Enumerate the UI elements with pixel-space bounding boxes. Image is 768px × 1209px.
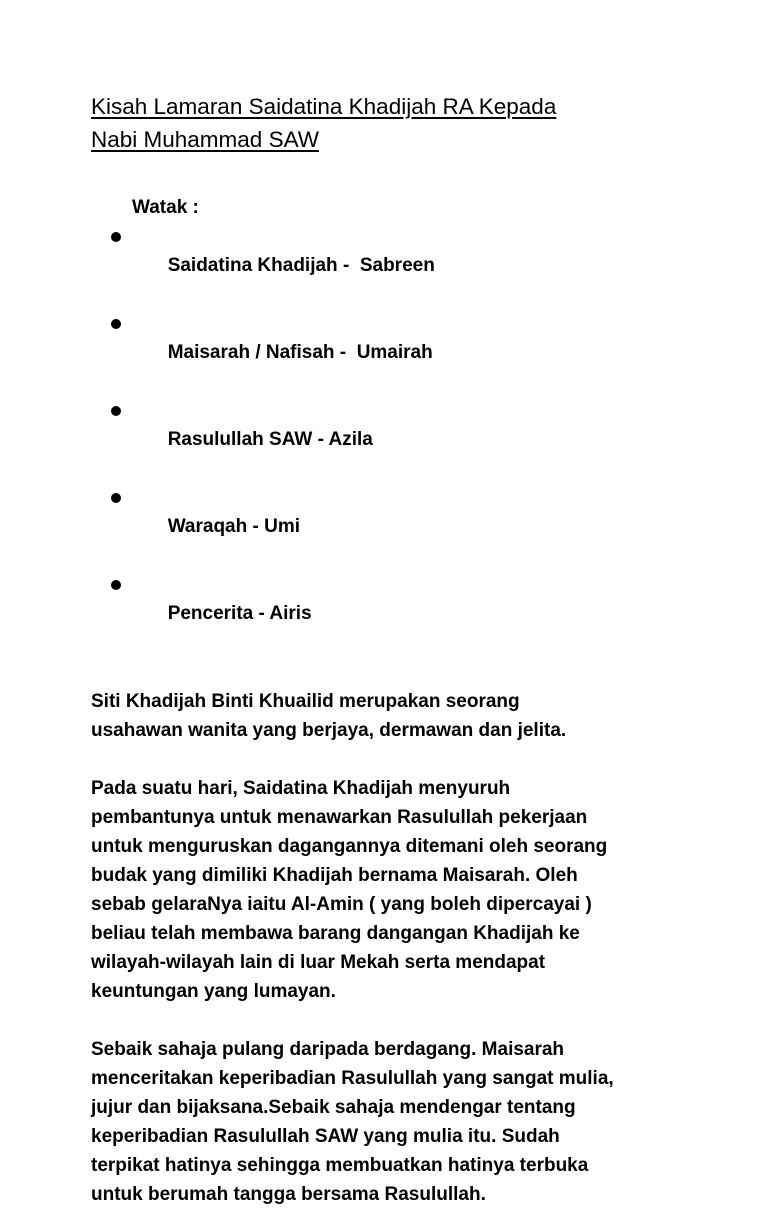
paragraph-line: terpikat hatinya sehingga membuatkan hatinya terbuka (91, 1155, 589, 1176)
cast-item (91, 222, 691, 309)
document-page (91, 90, 691, 1209)
bullet-icon (111, 406, 121, 416)
paragraph-line: Sebaik sahaja pulang daripada berdagang. Maisarah (91, 1039, 565, 1060)
cast-label: Watak : (132, 197, 199, 218)
document-title (91, 90, 691, 156)
paragraph-line: untuk berumah tangga bersama Rasulullah. (91, 1184, 486, 1205)
title-line: Nabi Muhammad SAW (91, 127, 319, 152)
bullet-icon (111, 319, 121, 329)
paragraph-line: keuntungan yang lumayan. (91, 981, 336, 1002)
cast-list (91, 222, 691, 657)
paragraph-intro (91, 687, 691, 745)
paragraph-line: untuk menguruskan dagangannya ditemani oleh seorang (91, 836, 608, 857)
cast-item (91, 483, 691, 570)
paragraph-line: keperibadian Rasulullah SAW yang mulia itu. Sudah (91, 1126, 560, 1147)
paragraph-line: wilayah-wilayah lain di luar Mekah serta mendapat (91, 952, 546, 973)
cast-item-text: Saidatina Khadijah - Sabreen (167, 255, 435, 276)
cast-item-text: Waraqah - Umi (167, 516, 301, 537)
cast-item-text: Rasulullah SAW - Azila (167, 429, 373, 450)
bullet-icon (111, 580, 121, 590)
paragraph-line: Pada suatu hari, Saidatina Khadijah menyuruh (91, 778, 511, 799)
cast-item (91, 396, 691, 483)
title-line: Kisah Lamaran Saidatina Khadijah RA Kepada (91, 94, 557, 119)
paragraph-story-2 (91, 1035, 691, 1209)
bullet-icon (111, 232, 121, 242)
cast-item (91, 309, 691, 396)
paragraph-line: pembantunya untuk menawarkan Rasulullah pekerjaan (91, 807, 588, 828)
bullet-icon (111, 493, 121, 503)
paragraph-line: sebab gelaraNya iaitu Al-Amin ( yang boleh dipercayai ) (91, 894, 592, 915)
paragraph-line: budak yang dimiliki Khadijah bernama Maisarah. Oleh (91, 865, 578, 886)
paragraph-story-1 (91, 774, 691, 1006)
paragraph-line: menceritakan keperibadian Rasulullah yang sangat mulia, (91, 1068, 614, 1089)
paragraph-line: Siti Khadijah Binti Khuailid merupakan seorang (91, 691, 520, 712)
paragraph-line: beliau telah membawa barang dangangan Khadijah ke (91, 923, 580, 944)
paragraph-line: usahawan wanita yang berjaya, dermawan dan jelita. (91, 720, 567, 741)
paragraph-line: jujur dan bijaksana.Sebaik sahaja mendengar tentang (91, 1097, 576, 1118)
cast-item-text: Maisarah / Nafisah - Umairah (167, 342, 433, 363)
cast-item-text: Pencerita - Airis (167, 603, 312, 624)
cast-item (91, 570, 691, 657)
